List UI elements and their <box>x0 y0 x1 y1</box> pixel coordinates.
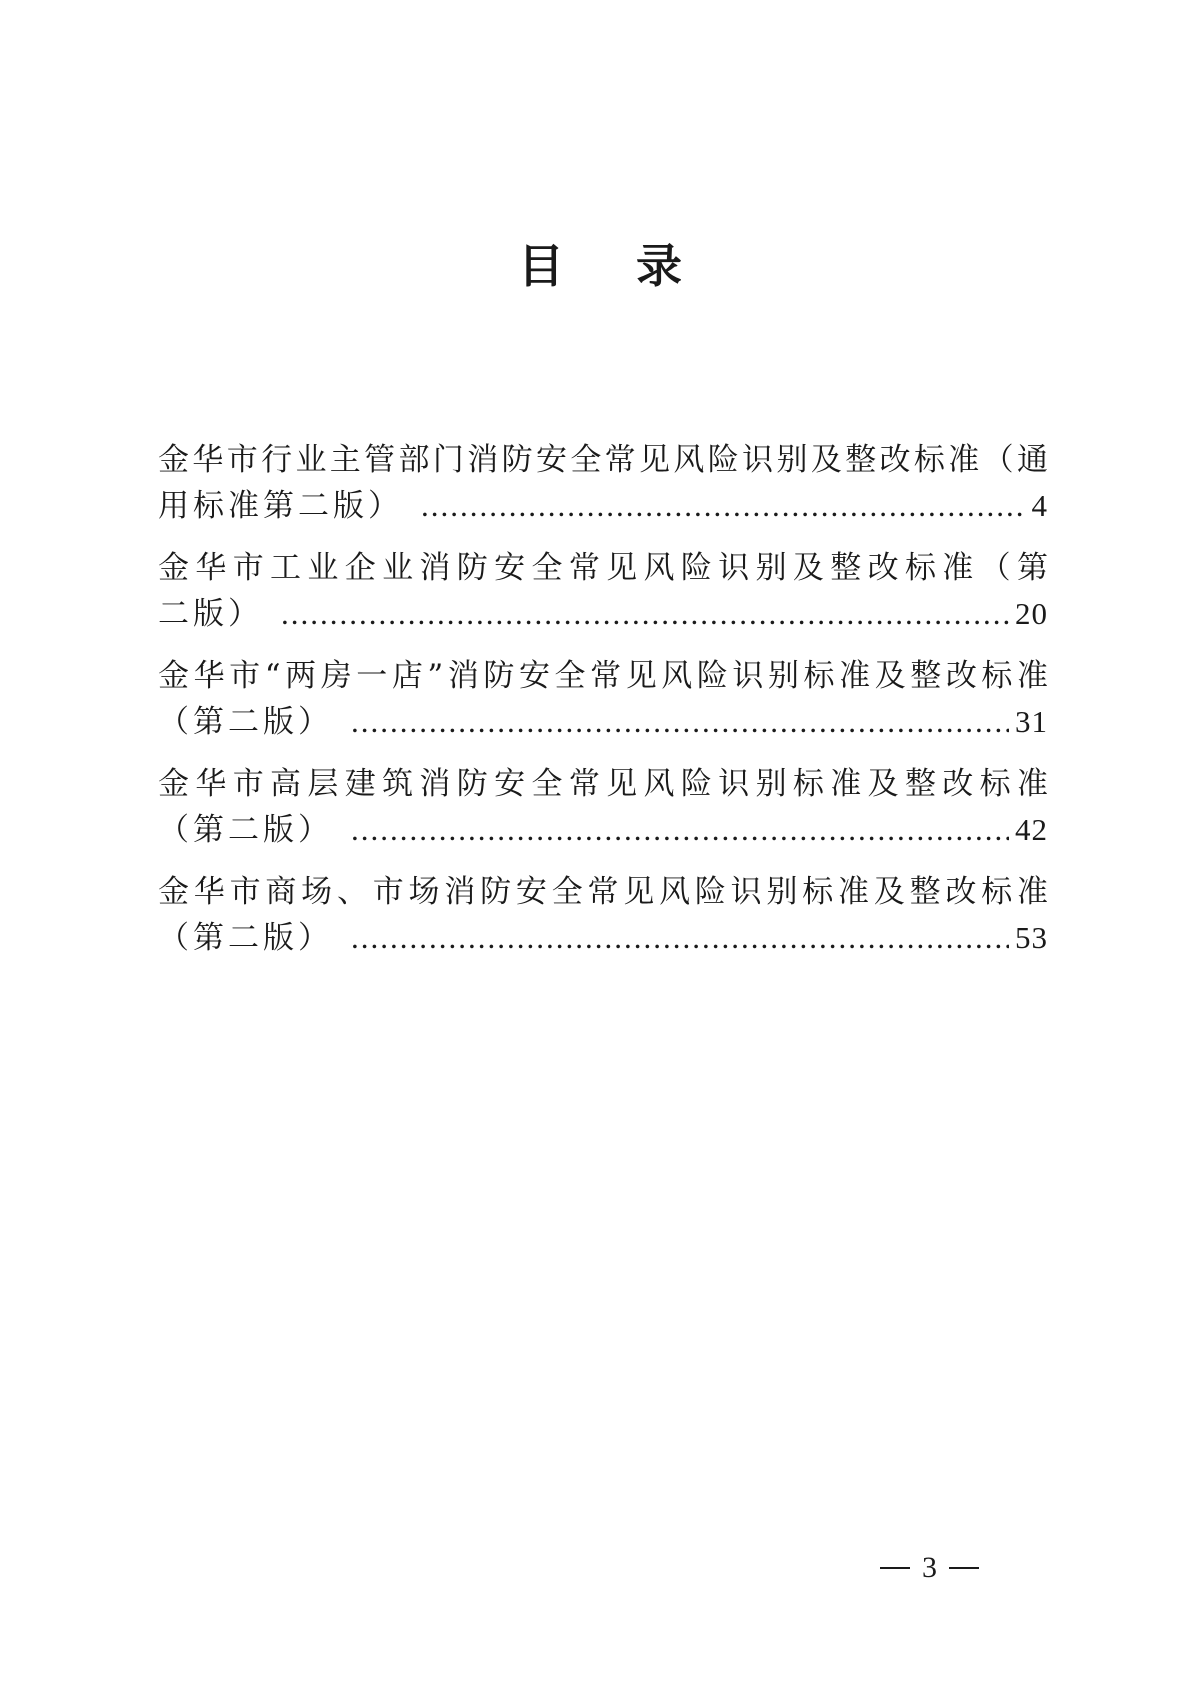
toc-leader-dots <box>421 483 1026 528</box>
toc-entry-title-continued: （第二版） <box>158 812 333 848</box>
toc-entry[interactable] <box>158 870 1048 960</box>
toc-entry-title-continued: 用标准第二版） <box>158 488 403 524</box>
toc-page-number: 20 <box>1015 596 1048 631</box>
toc-entry-line2 <box>158 591 1048 636</box>
toc-entry-line2 <box>158 699 1048 744</box>
page-footer <box>880 1548 979 1588</box>
toc-leader-dots <box>281 591 1009 636</box>
toc-page-number: 31 <box>1015 704 1048 739</box>
toc-page-number: 53 <box>1015 920 1048 955</box>
page-title: 目 录 <box>517 239 710 293</box>
toc-leader-dots <box>351 915 1009 960</box>
toc-entry-title: 金华市行业主管部门消防安全常见风险识别及整改标准（通 <box>158 442 1048 478</box>
toc-leader-dots <box>351 699 1009 744</box>
toc-entry-title-continued: 二版） <box>158 596 263 632</box>
footer-dash-left <box>880 1567 910 1569</box>
footer-page-number: 3 <box>922 1551 937 1584</box>
toc-entry[interactable] <box>158 762 1048 852</box>
toc-leader-dots <box>351 807 1009 852</box>
toc-entry-line2 <box>158 915 1048 960</box>
toc-entry-title-continued: （第二版） <box>158 704 333 740</box>
toc-entry-title: 金华市高层建筑消防安全常见风险识别标准及整改标准 <box>158 766 1048 802</box>
toc-page-number: 42 <box>1015 812 1048 847</box>
table-of-contents <box>158 438 1048 978</box>
toc-entry[interactable] <box>158 654 1048 744</box>
footer-dash-right <box>949 1567 979 1569</box>
toc-entry-title-continued: （第二版） <box>158 920 333 956</box>
toc-entry[interactable] <box>158 438 1048 528</box>
toc-entry-line2 <box>158 483 1048 528</box>
toc-page-number: 4 <box>1031 488 1048 523</box>
toc-entry-title: 金华市商场、市场消防安全常见风险识别标准及整改标准 <box>158 874 1048 910</box>
toc-entry-line2 <box>158 807 1048 852</box>
toc-entry-title: 金华市“两房一店”消防安全常见风险识别标准及整改标准 <box>158 658 1048 694</box>
toc-entry[interactable] <box>158 546 1048 636</box>
toc-entry-title: 金华市工业企业消防安全常见风险识别及整改标准（第 <box>158 550 1048 586</box>
